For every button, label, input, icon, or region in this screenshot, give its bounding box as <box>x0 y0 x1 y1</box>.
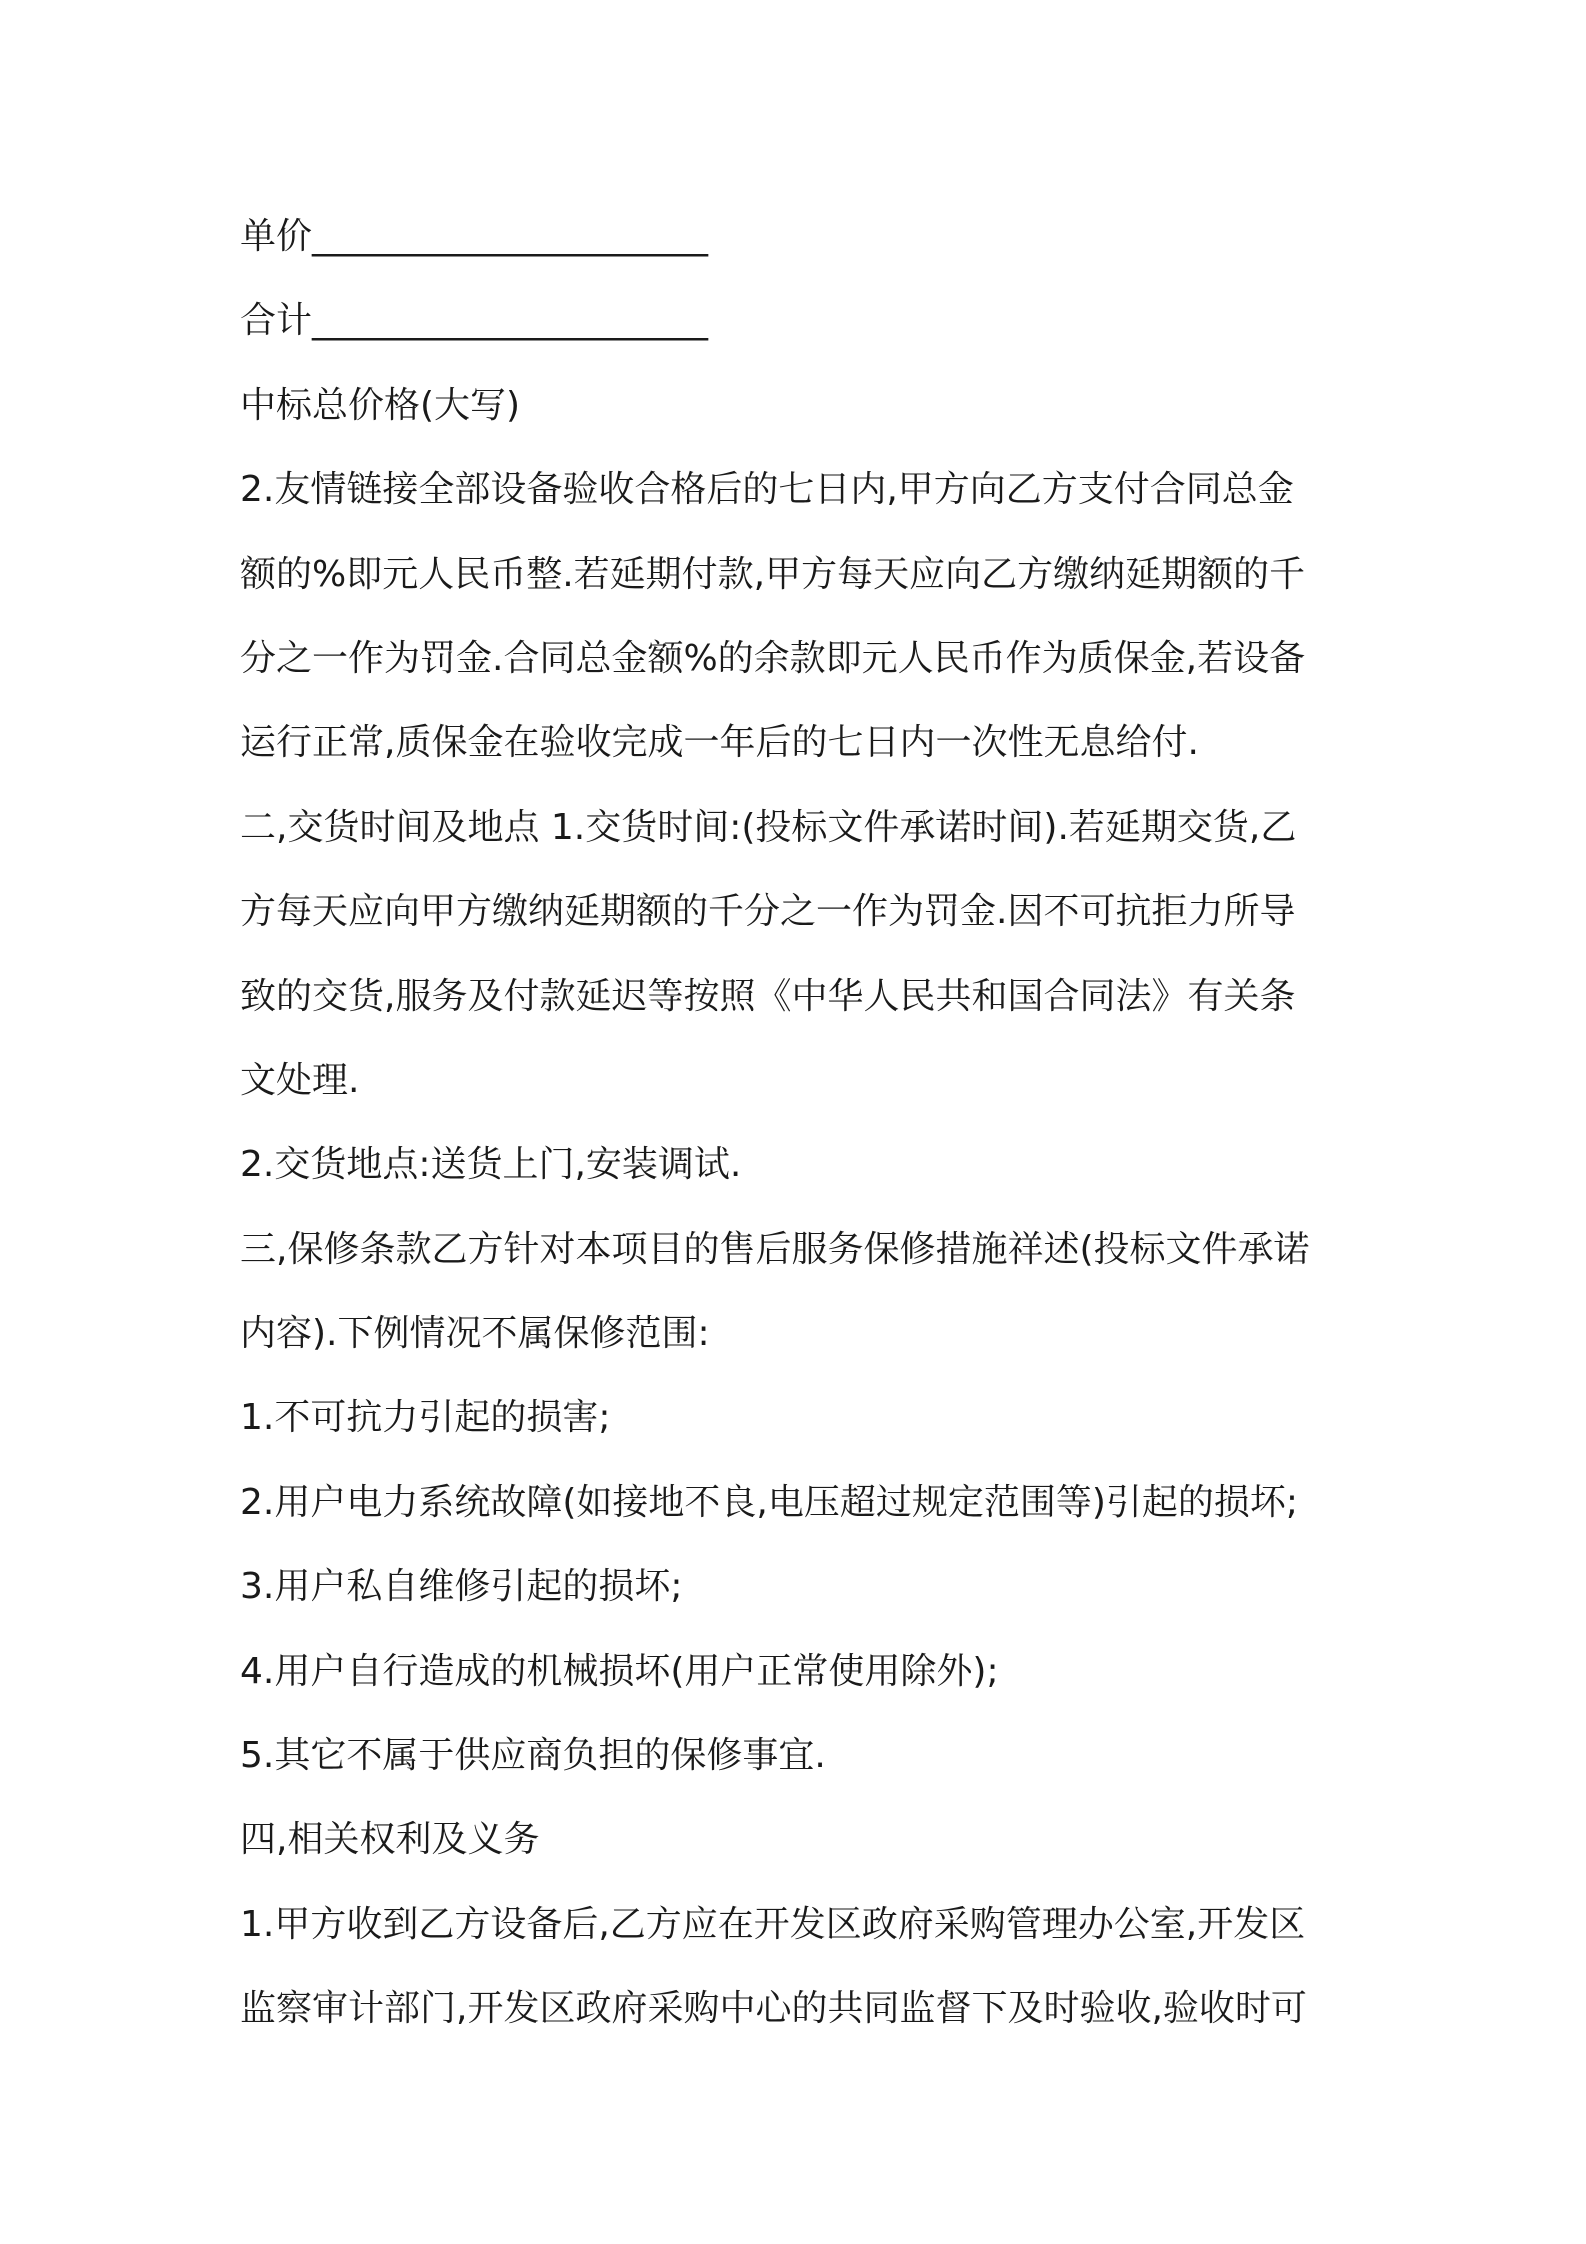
section-heading-rights: 四,相关权利及义务 <box>240 1819 540 1861</box>
text-line: 分之一作为罚金.合同总金额%的余款即元人民币作为质保金,若设备 <box>240 637 1306 679</box>
list-item: 4.用户自行造成的机械损坏(用户正常使用除外); <box>240 1650 999 1692</box>
list-item: 5.其它不属于供应商负担的保修事宜. <box>240 1735 826 1777</box>
list-item: 3.用户私自维修引起的损坏; <box>240 1566 683 1608</box>
list-item: 2.用户电力系统故障(如接地不良,电压超过规定范围等)引起的损坏; <box>240 1481 1299 1523</box>
text-line: 致的交货,服务及付款延迟等按照《中华人民共和国合同法》有关条 <box>240 975 1296 1017</box>
section-heading-delivery: 二,交货时间及地点 1.交货时间:(投标文件承诺时间).若延期交货,乙 <box>240 806 1297 848</box>
text-line: 方每天应向甲方缴纳延期额的千分之一作为罚金.因不可抗拒力所导 <box>240 891 1296 933</box>
text-line: 内容).下例情况不属保修范围: <box>240 1313 710 1355</box>
list-item: 1.不可抗力引起的损害; <box>240 1397 611 1439</box>
document-body <box>240 195 1360 2052</box>
text-line: 运行正常,质保金在验收完成一年后的七日内一次性无息给付. <box>240 722 1199 764</box>
section-heading-warranty: 三,保修条款乙方针对本项目的售后服务保修措施祥述(投标文件承诺 <box>240 1228 1310 1270</box>
text-line: 2.友情链接全部设备验收合格后的七日内,甲方向乙方支付合同总金 <box>240 469 1294 511</box>
total-line: 合计______________________ <box>240 300 709 342</box>
text-line: 监察审计部门,开发区政府采购中心的共同监督下及时验收,验收时可 <box>240 1988 1307 2030</box>
text-line: 额的%即元人民币整.若延期付款,甲方每天应向乙方缴纳延期额的千 <box>240 553 1306 595</box>
unit-price-line: 单价______________________ <box>240 216 709 257</box>
text-line: 文处理. <box>240 1059 360 1101</box>
total-price-uppercase-line: 中标总价格(大写) <box>240 384 521 426</box>
text-line: 1.甲方收到乙方设备后,乙方应在开发区政府采购管理办公室,开发区 <box>240 1903 1306 1945</box>
text-line: 2.交货地点:送货上门,安装调试. <box>240 1144 742 1186</box>
